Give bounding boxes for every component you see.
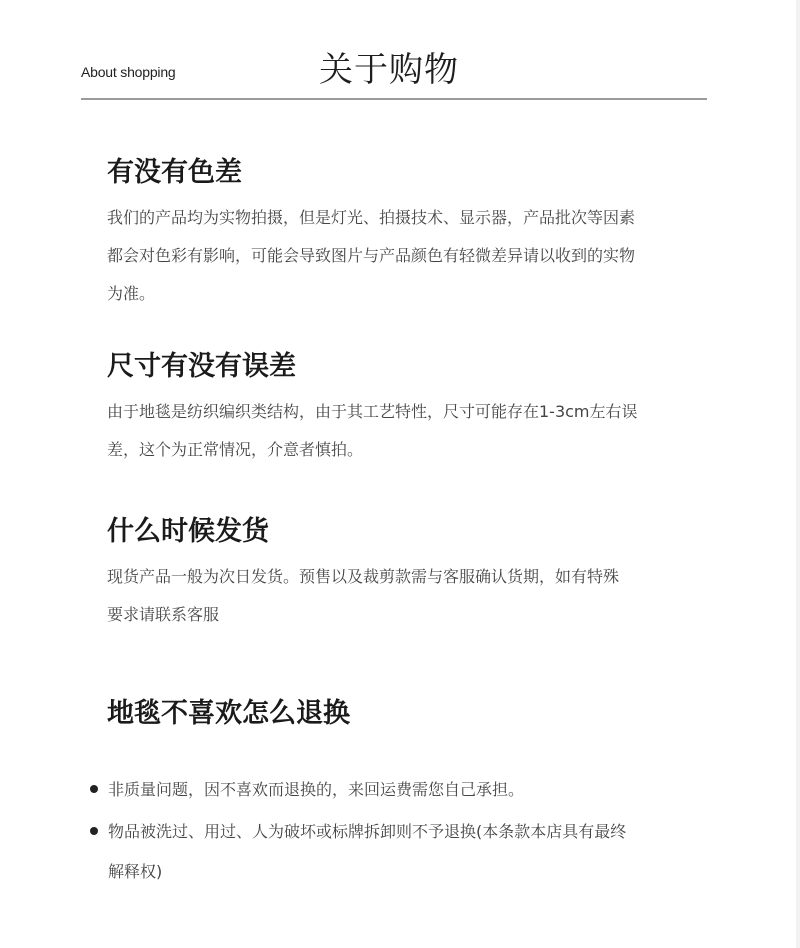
section-body [107, 393, 697, 469]
body-line: 我们的产品均为实物拍摄，但是灯光、拍摄技术、显示器，产品批次等因素 [107, 208, 636, 227]
section-title: 尺寸有没有误差 [107, 351, 296, 382]
section-shipping-time [107, 514, 697, 634]
list-item [88, 770, 698, 810]
section-title: 有没有色差 [107, 157, 242, 188]
page-header [81, 40, 707, 100]
list-item-line: 非质量问题，因不喜欢而退换的，来回运费需您自己承担。 [108, 780, 525, 799]
section-title: 什么时候发货 [107, 516, 269, 547]
page-edge [796, 0, 800, 948]
body-line: 要求请联系客服 [107, 605, 220, 624]
header-english-title: About shopping [81, 64, 176, 80]
body-line: 现货产品一般为次日发货。预售以及裁剪款需与客服确认货期，如有特殊 [107, 567, 620, 586]
body-line: 差，这个为正常情况，介意者慎拍。 [107, 440, 364, 459]
bullet-dot-icon [90, 827, 98, 835]
section-body [107, 558, 697, 634]
body-line: 为准。 [107, 284, 156, 303]
body-line: 由于地毯是纺织编织类结构，由于其工艺特性，尺寸可能存在1-3cm左右误 [107, 402, 638, 421]
section-size-error [107, 349, 697, 469]
list-item-line: 物品被洗过、用过、人为破坏或标牌拆卸则不予退换(本条款本店具有最终 [108, 822, 627, 841]
section-color-difference [107, 155, 697, 313]
bullet-dot-icon [90, 785, 98, 793]
header-chinese-title: 关于购物 [319, 50, 459, 90]
section-return-policy [107, 696, 697, 732]
header-divider [81, 98, 707, 100]
return-policy-list [88, 770, 698, 894]
list-item-line: 解释权) [108, 862, 163, 881]
list-item [88, 812, 698, 892]
body-line: 都会对色彩有影响，可能会导致图片与产品颜色有轻微差异请以收到的实物 [107, 246, 636, 265]
section-body [107, 199, 697, 313]
section-title: 地毯不喜欢怎么退换 [107, 698, 350, 729]
